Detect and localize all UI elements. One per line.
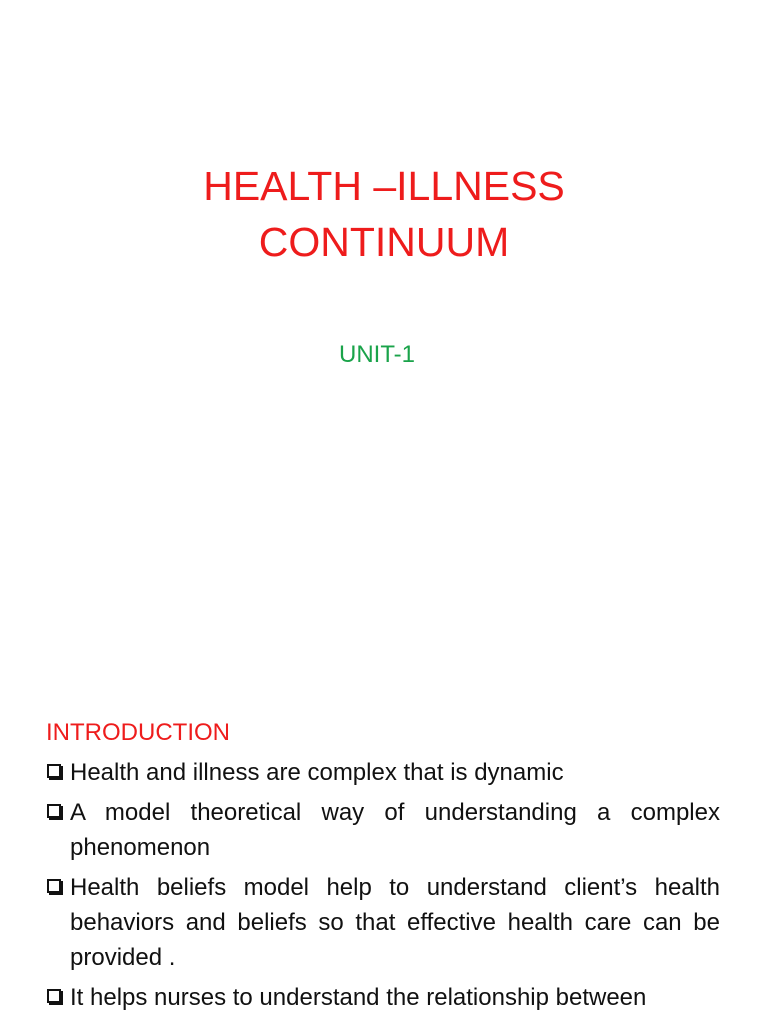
checkbox-square-icon [47,879,61,893]
slide-subtitle: UNIT-1 [338,341,415,368]
list-item-text: It helps nurses to understand the relationship between [70,984,647,1011]
bullet-list [46,755,720,1020]
list-item [46,795,720,865]
list-item [46,980,720,1015]
slide-title-line-1: HEALTH –ILLNESS [203,163,565,209]
checkbox-square-icon [47,764,61,778]
slide-title [0,158,768,270]
list-item [46,870,720,975]
list-item-text: Health and illness are complex that is dynamic [70,759,564,786]
list-item-text: A model theoretical way of understanding a complex phenomenon [70,799,720,861]
checkbox-square-icon [47,804,61,818]
list-item-text: Health beliefs model help to understand client’s health behaviors and beliefs so that effective health care can be provided . [70,874,720,971]
slide-title-line-2: CONTINUUM [258,219,510,265]
list-item [46,755,720,790]
section-heading: INTRODUCTION [46,719,230,746]
checkbox-square-icon [47,989,61,1003]
